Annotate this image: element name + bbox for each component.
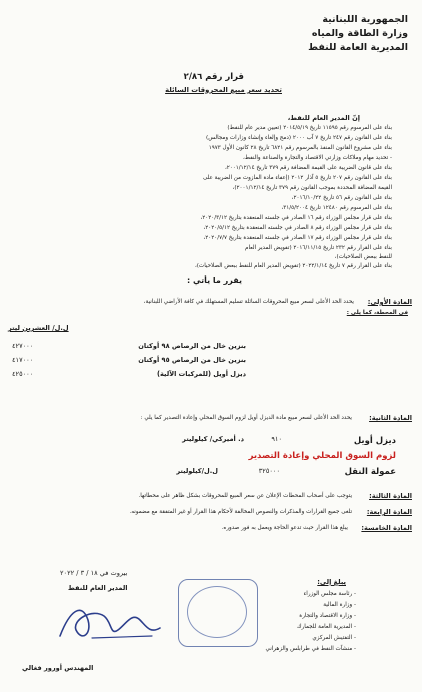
- notify-item: - وزارة الاقتصاد والتجارة: [299, 613, 356, 619]
- preamble-line: بناء على القرار رقم ٧ تاريخ ٢٠٢٢/١/١٤ (تفويض المدير العام للنفط ببعض الصلاحيات)،: [194, 263, 392, 269]
- notify-item: - رئاسة مجلس الوزراء: [303, 591, 356, 597]
- stamp-emblem: [187, 586, 247, 638]
- commission-label: عمولة النقل: [344, 467, 396, 477]
- header-ministry: وزارة الطاقة والمياه: [311, 28, 408, 39]
- decision-subject: تحديد سعر مبيع المحروقات السائلة: [165, 86, 282, 94]
- notify-item: - وزارة المالية: [323, 602, 356, 608]
- notify-item: - التفتيش المركزي: [312, 635, 356, 641]
- diesel-value: ٩١٠: [271, 435, 282, 443]
- local-market-label: لزوم السوق المحلي وإعادة التصدير: [248, 451, 396, 461]
- commission-value: ٣٢٥٠٠٠: [258, 467, 280, 475]
- header-directorate: المديرية العامة للنفط: [308, 42, 408, 53]
- signer-name: المهندس أورور فغالي: [22, 664, 94, 672]
- article3-label: المادة الثالثة:: [369, 492, 412, 500]
- notify-item: - المديرية العامة للجمارك: [296, 624, 356, 630]
- article3-text: يتوجب على أصحاب المحطات الإعلان عن سعر المبيع للمحروقات بشكل ظاهر على محطاتها.: [138, 493, 352, 499]
- signature-scribble: [52, 590, 172, 650]
- fuel-price: ٤٢٥٠٠٠: [12, 370, 34, 378]
- article5-text: يبلغ هذا القرار حيث تدعو الحاجة ويعمل به فور صدوره.: [221, 525, 348, 531]
- article1-unit: ل.ل/ العشرين ليتر: [8, 324, 69, 332]
- preamble-line: بناء على القانون رقم ٥٦ تاريخ ٢٠١٦/١٠/٢٢،: [291, 195, 392, 201]
- official-stamp: [178, 579, 258, 647]
- article1-text: يحدد الحد الأعلى لسعر مبيع المحروقات السائلة تسليم المستهلك في كافة الأراضي اللبنانية،: [143, 299, 354, 305]
- preamble-line: بناء على مشروع القانون المنفذ بالمرسوم رقم ٦٨٢١ تاريخ ٢٨ كانون الأول ١٩٧٣: [208, 145, 392, 151]
- article2-text: يحدد الحد الأعلى لسعر مبيع مادة الديزل أويل لزوم السوق المحلي وإعادة التصدير كما يلي :: [140, 415, 352, 421]
- intro-text: إنّ المدير العام للنفط،: [287, 114, 360, 122]
- signer-title: المدير العام للنفط: [68, 584, 128, 592]
- place-date: بيروت في ١٨ / ٣ / ٢٠٢٢: [60, 569, 128, 577]
- preamble-line: بناء على القرار رقم ٢٣٢ تاريخ ٢٠١٦/١١/١٥ (تفويض المدير العام: [245, 245, 392, 251]
- fuel-item: بنزين خال من الرصاص ٩٥ أوكتان: [138, 356, 246, 364]
- article5-label: المادة الخامسة:: [361, 524, 412, 532]
- preamble-line: بناء على قرار مجلس الوزراء رقم ١٧ الصادر في جلسته المنعقدة بتاريخ ٢٠٢٠/٧/٧،: [203, 235, 392, 241]
- notify-item: - منشآت النفط في طرابلس والزهراني: [265, 646, 356, 652]
- preamble-line: القيمة المضافة المحددة بموجب القانون رقم ٣٧٩ تاريخ ٢٠٠١/١٢/١٤)،: [232, 185, 392, 191]
- commission-unit: ل.ل/كيلوليتر: [176, 467, 218, 475]
- fuel-price: ٤١٧٠٠٠: [12, 356, 34, 364]
- preamble-line: بناء على القانون رقم ٢٠٧ تاريخ ٥ آذار ٢٠١٢ (إعفاء مادة المازوت من الضريبة على: [202, 175, 392, 181]
- decision-number: قرار رقم ٢/٨٦: [183, 72, 244, 82]
- preamble-line: - تحديد مهام وملاكات وزارتي الاقتصاد والتجارة والصناعة والنفط،: [242, 155, 392, 161]
- preamble-line: بناء على المرسوم رقم ١١٥٩٥ تاريخ ٢٠١٤/٥/١٩ (تعيين مدير عام للنفط): [227, 125, 392, 131]
- fuel-item: بنزين خال من الرصاص ٩٨ أوكتان: [138, 342, 246, 350]
- notify-title: يبلغ إلى:: [317, 578, 346, 586]
- article1-label: المادة الأولى:: [367, 298, 412, 306]
- fuel-price: ٤٢٧٠٠٠: [12, 342, 34, 350]
- article4-text: تلغى جميع القرارات والمذكرات والنصوص المخالفة لأحكام هذا القرار أو غير المتفقة مع مضمونه.: [129, 509, 352, 515]
- preamble-line: بناء على قانون الضريبة على القيمة المضافة رقم ٣٧٩ تاريخ ٢٠٠١/١٢/١٤،: [224, 165, 392, 171]
- article2-label: المادة الثانية:: [369, 414, 412, 422]
- preamble-line: بناء على قرار مجلس الوزراء رقم ١٦ الصادر في جلسته المنعقدة بتاريخ ٢٠٢٠/٣/١٢،: [200, 215, 392, 221]
- article4-label: المادة الرابعة:: [366, 508, 412, 516]
- decides-heading: يقرر ما يأتي :: [187, 276, 242, 285]
- diesel-unit: د. أميركي/ كيلوليتر: [182, 435, 244, 443]
- preamble-line: بناء على القانون رقم ٢٤٧ تاريخ ٧ آب ٢٠٠٠ (دمج وإلغاء وإنشاء وزارات ومجالس): [206, 135, 392, 141]
- preamble-line: بناء على المرسوم رقم ١٢٤٨٠ تاريخ ٣١/٥/٢٠٠٤،: [281, 205, 392, 211]
- diesel-label: ديزل أويل: [353, 436, 396, 446]
- header-republic: الجمهورية اللبنانية: [322, 14, 408, 25]
- fuel-item: ديزل أويل (للمركبات الآلية): [157, 370, 246, 378]
- preamble-line: بناء على قرار مجلس الوزراء رقم ٨ الصادر في جلسته المنعقدة بتاريخ ٢٠٢٠/٥/١٢،: [203, 225, 392, 231]
- article1-text2: في المحطة، كما يلي :: [346, 310, 408, 316]
- preamble-line: للنفط ببعض الصلاحيات)،: [334, 254, 392, 260]
